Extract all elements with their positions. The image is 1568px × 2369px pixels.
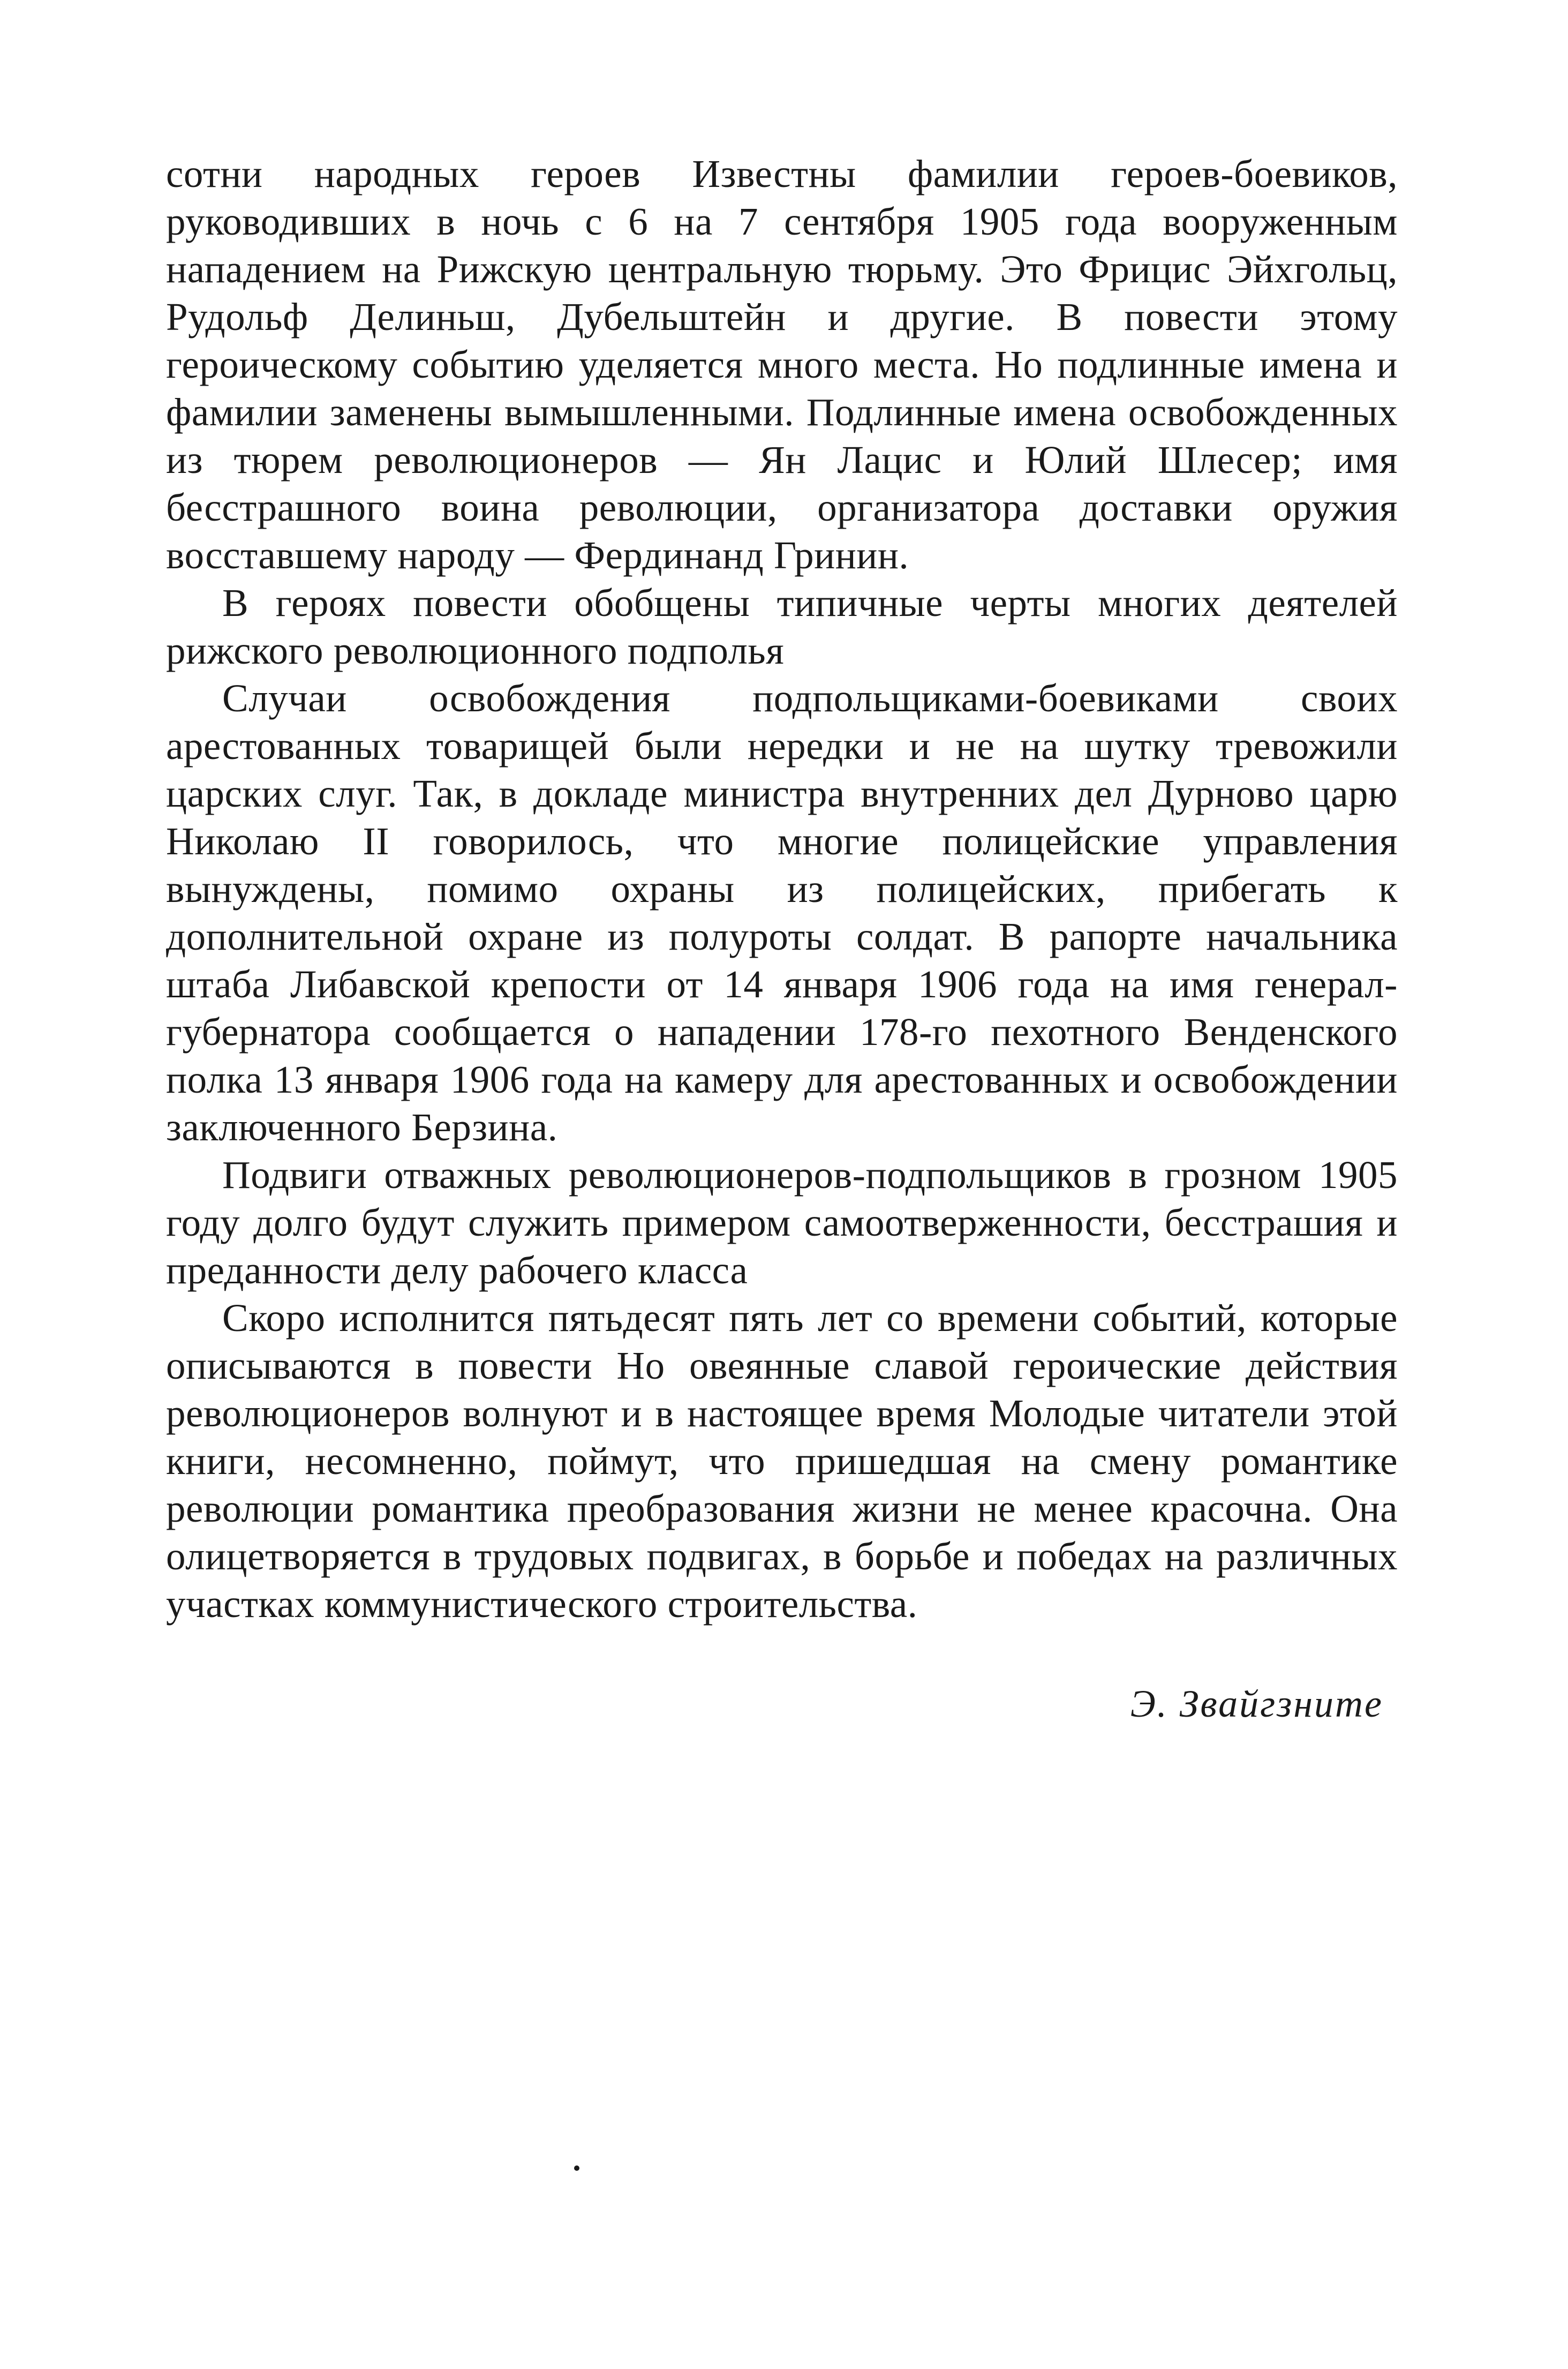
paragraph-4: Подвиги отважных революционеров-подпольщиков в грозном 1905 году долго будут служить примером самоотверженности, бесстрашия и преданности делу рабочего класса	[166, 1153, 1398, 1292]
paragraph-3: Случаи освобождения подпольщиками-боевиками своих арестованных товарищей были нередки и не на шутку тревожили царских слуг. Так, в докладе министра внутренних дел Дурново царю Николаю II говорилось, что многие полицейские управления вынуждены, помимо охраны из полицейских, прибегать к дополнительной охране из полуроты солдат. В рапорте начальника штаба Либавской крепости от 14 января 1906 года на имя генерал-губернатора сообщается о нападении 178-го пехотного Венденского полка 13 января 1906 года на камеру для арестованных и освобождении заключенного Берзина.	[166, 676, 1398, 1149]
paragraph-1: сотни народных героев Известны фамилии героев-боевиков, руководивших в ночь с 6 на 7 сентября 1905 года вооруженным нападением на Рижскую центральную тюрьму. Это Фрицис Эйхгольц, Рудольф Делиньш, Дубельштейн и другие. В повести этому героическому событию уделяется много места. Но подлинные имена и фамилии заменены вымышленными. Подлинные имена освобожденных из тюрем революционеров — Ян Лацис и Юлий Шлесер; имя бесстрашного воина революции, организатора доставки оружия восставшему народу — Фердинанд Гринин.	[166, 152, 1398, 577]
print-dot-mark	[574, 2165, 579, 2171]
paragraph-5: Скоро исполнится пятьдесят пять лет со времени событий, которые описываются в повести Но овеянные славой героические действия революционеров волнуют и в настоящее время Молодые читатели этой книги, несомненно, поймут, что пришедшая на смену романтике революции романтика преобразования жизни не менее красочна. Она олицетворяется в трудовых подвигах, в борьбе и победах на различных участках коммунистического строительства.	[166, 1296, 1398, 1626]
author-signature: Э. Звайгзните	[1130, 1682, 1383, 1725]
paragraph-2: В героях повести обобщены типичные черты многих деятелей рижского революционного подполья	[166, 581, 1398, 672]
body-text	[166, 150, 1398, 1628]
